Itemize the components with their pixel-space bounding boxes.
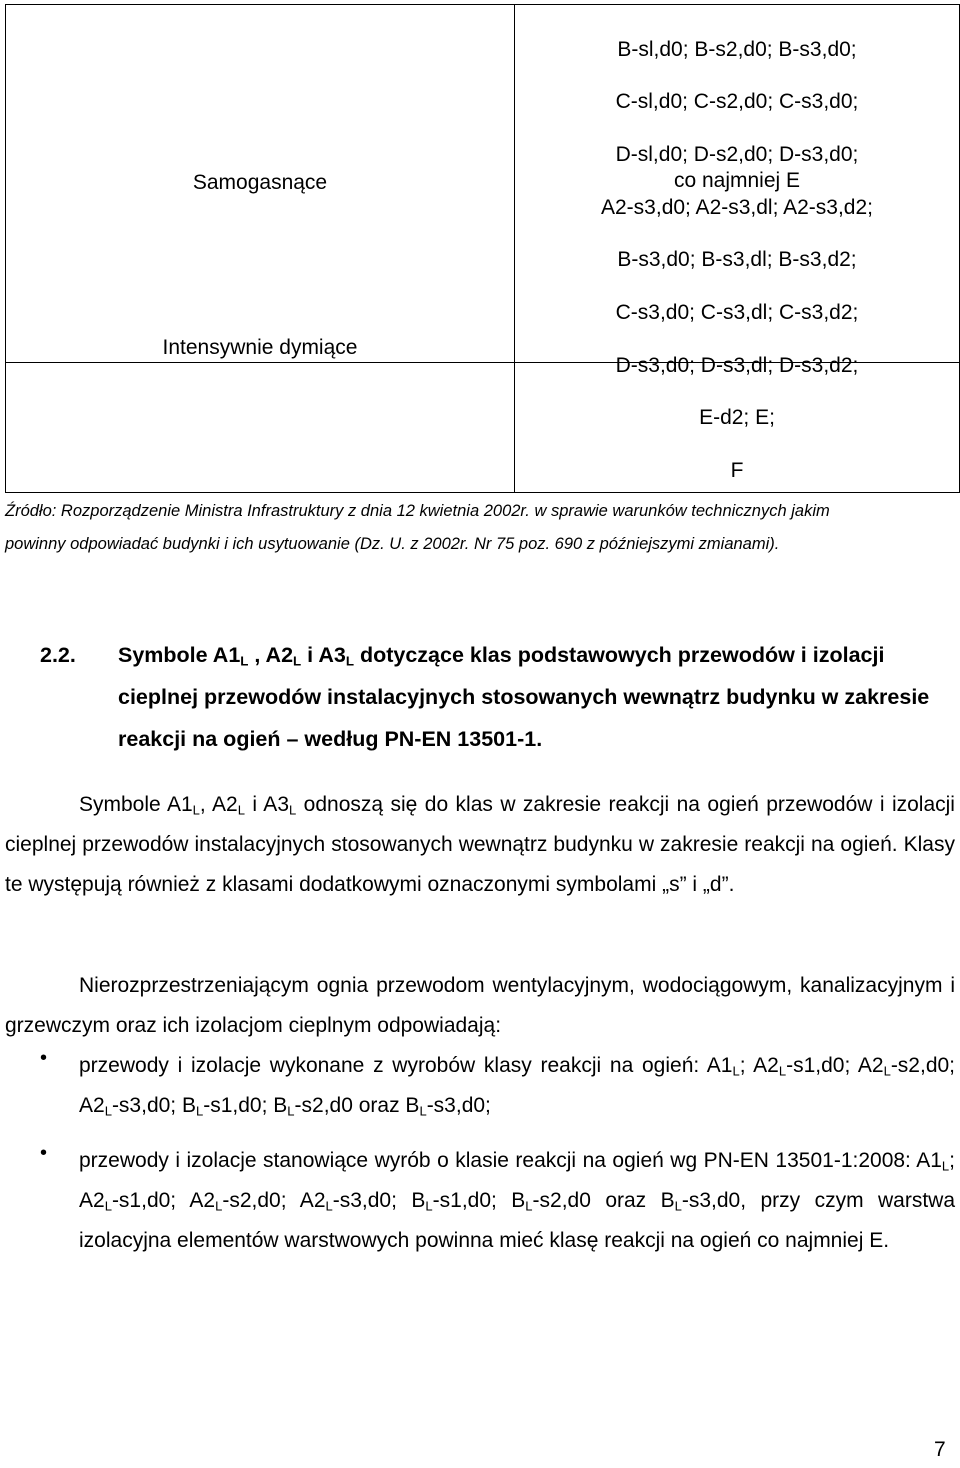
text-run: ; A2 <box>739 1054 779 1077</box>
bullet-item-1 <box>79 1046 955 1126</box>
section-number: 2.2. <box>40 643 76 667</box>
class-line: C-sl,d0; C-s2,d0; C-s3,d0; <box>615 90 859 113</box>
paragraph-requirements <box>5 966 955 1046</box>
text-run: -s3,d0; B <box>332 1189 426 1212</box>
text-run: , A2 <box>248 643 294 667</box>
subscript: L <box>778 1063 787 1079</box>
source-citation-line-2: powinny odpowiadać budynki i ich usytuowanie (Dz. U. z 2002r. Nr 75 poz. 690 z późniejszymi zmianami). <box>5 535 780 553</box>
bullet-icon: • <box>40 1047 48 1069</box>
subscript: L <box>325 1198 333 1214</box>
text-run: odnoszą się do klas w zakresie reakcji na ogień przewodów i izolacji cieplnej przewodów instalacyjnych stosowanych wewnątrz budynku w zakresie reakcji na ogień. Klasy te występują również z klasami dodatkowymi oznaczonymi symbolami „s” i „d”. <box>5 793 955 896</box>
text-run: i A3 <box>301 643 346 667</box>
class-line: F <box>730 459 744 482</box>
text-run: , A2 <box>199 793 238 816</box>
text-run: ; A2 <box>79 1149 955 1212</box>
table-cell-category <box>6 336 515 493</box>
bullet-item-2 <box>79 1141 955 1261</box>
fire-class-table <box>5 4 960 493</box>
text-run: -s3,d0, przy czym warstwa izolacyjna elementów warstwowych powinna mieć klasę reakcji na ogień co najmniej E. <box>79 1189 956 1252</box>
text-run: -s2,d0 oraz B <box>532 1189 675 1212</box>
subscript: L <box>215 1198 223 1214</box>
text-run: dotyczące klas podstawowych przewodów i izolacji cieplnej przewodów instalacyjnych stosowanych wewnątrz budynku w zakresie reakcji na ogień – według PN-EN 13501-1. <box>118 643 930 751</box>
class-line: co najmniej E <box>673 169 801 192</box>
subscript: L <box>419 1103 427 1119</box>
text-run: i A3 <box>244 793 289 816</box>
subscript: L <box>287 1103 295 1119</box>
subscript: L <box>237 802 245 818</box>
class-line: C-s3,d0; C-s3,dl; C-s3,d2; <box>615 301 859 324</box>
subscript: L <box>525 1198 533 1214</box>
source-citation-line-1: Źródło: Rozporządzenie Ministra Infrastruktury z dnia 12 kwietnia 2002r. w sprawie warunków technicznych jakim <box>5 502 830 520</box>
subscript: L <box>104 1103 112 1119</box>
table-row <box>6 5 960 363</box>
text-run: przewody i izolacje wykonane z wyrobów klasy reakcji na ogień: A1 <box>79 1054 733 1077</box>
subscript: L <box>674 1198 682 1214</box>
section-title <box>118 634 958 760</box>
class-line: B-s3,d0; B-s3,dl; B-s3,d2; <box>617 248 857 271</box>
subscript: L <box>289 802 297 818</box>
text-run: Symbole A1 <box>118 643 241 667</box>
class-line: D-s3,d0; D-s3,dl; D-s3,d2; <box>615 354 859 377</box>
text-run: -s1,d0; A2 <box>111 1189 216 1212</box>
category-label: Intensywnie dymiące <box>162 336 358 359</box>
paragraph-symbols <box>5 785 955 905</box>
class-line: A2-s3,d0; A2-s3,dl; A2-s3,d2; <box>601 196 873 219</box>
table-row <box>6 363 960 493</box>
subscript: L <box>941 1158 950 1174</box>
text-run: -s3,d0; B <box>111 1094 196 1117</box>
page-number: 7 <box>934 1438 946 1461</box>
bullet-icon: • <box>40 1142 48 1164</box>
subscript: L <box>732 1063 740 1079</box>
table-cell-category <box>6 5 515 363</box>
subscript: L <box>192 802 200 818</box>
class-line: E-d2; E; <box>699 406 775 429</box>
subscript: L <box>104 1198 112 1214</box>
text-run: -s1,d0; B <box>432 1189 526 1212</box>
text-run: -s3,d0; <box>426 1094 491 1117</box>
text-run: -s2,d0; A2 <box>79 1054 956 1117</box>
text-run: -s2,d0; A2 <box>222 1189 326 1212</box>
text-run: przewody i izolacje stanowiące wyrób o klasie reakcji na ogień wg PN-EN 13501-1:2008: A1 <box>79 1149 942 1172</box>
text-run: Nierozprzestrzeniającym ognia przewodom wentylacyjnym, wodociągowym, kanalizacyjnym i grzewczym oraz ich izolacjom cieplnym odpowiadają: <box>5 974 955 1037</box>
table-cell-classes <box>515 363 960 493</box>
class-line: B-sl,d0; B-s2,d0; B-s3,d0; <box>617 38 857 61</box>
subscript: L <box>883 1063 891 1079</box>
text-run: -s2,d0 oraz B <box>294 1094 420 1117</box>
subscript: L <box>240 653 249 669</box>
category-label: Samogasnące <box>192 171 328 194</box>
subscript: L <box>425 1198 433 1214</box>
subscript: L <box>345 653 354 669</box>
subscript: L <box>293 653 302 669</box>
text-run: Symbole A1 <box>79 793 193 816</box>
table-cell-classes <box>515 5 960 377</box>
class-line: D-sl,d0; D-s2,d0; D-s3,d0; <box>615 143 859 166</box>
subscript: L <box>195 1103 204 1119</box>
text-run: -s1,d0; B <box>203 1094 288 1117</box>
text-run: -s1,d0; A2 <box>786 1054 884 1077</box>
